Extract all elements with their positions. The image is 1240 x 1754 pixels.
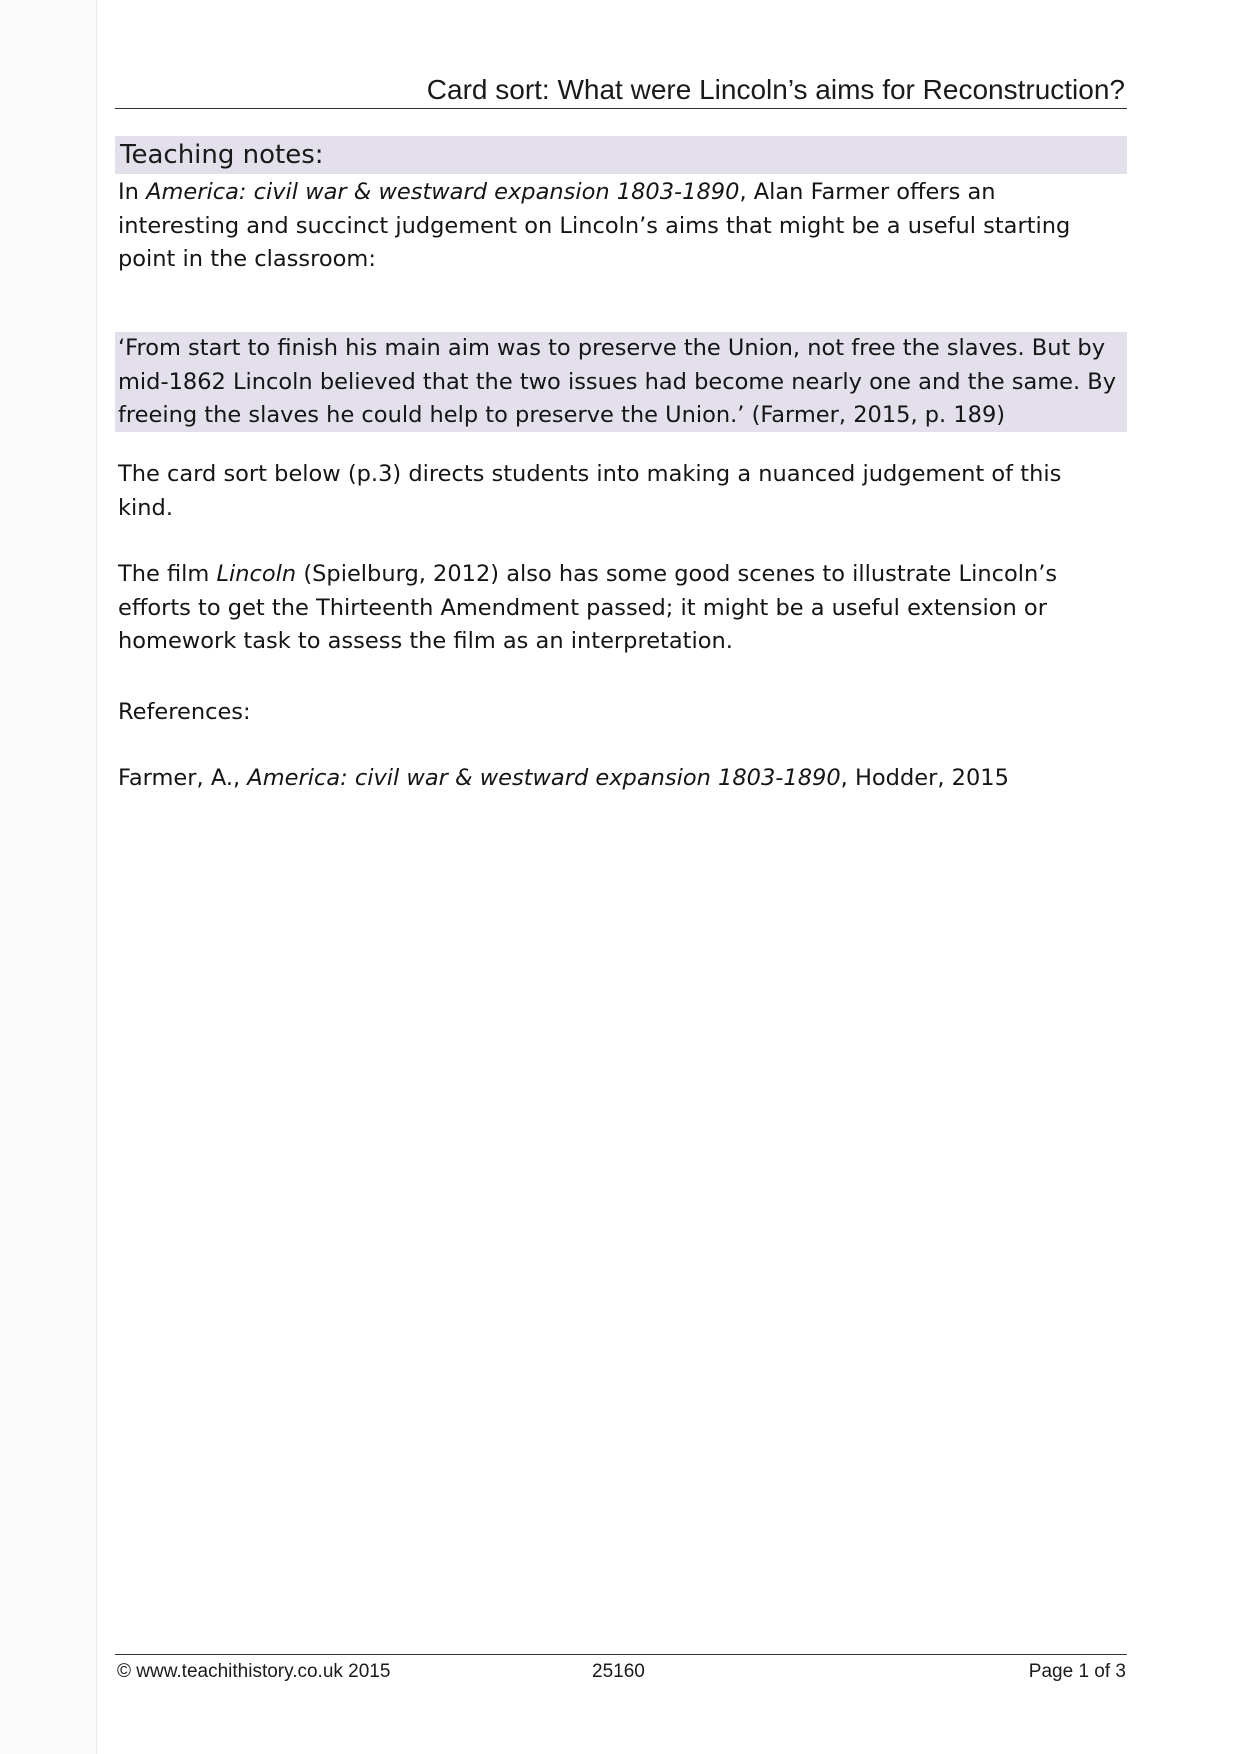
quote-text: ‘From start to finish his main aim was to preserve the Union, not free the slaves. But by mid-1862 Lincoln believed that the two issues had become nearly one and the same. By freeing the slaves he could help to preserve the Union.’ (Farmer, 2015, p. 189) [118, 335, 1117, 428]
references-label: References: [118, 699, 251, 725]
footer-rule [115, 1654, 1127, 1655]
quote-box [115, 332, 1127, 432]
intro-paragraph [118, 176, 1123, 277]
footer-page-number: Page 1 of 3 [1028, 1661, 1126, 1682]
film-title: Lincoln [216, 561, 297, 587]
page-title: Card sort: What were Lincoln’s aims for Reconstruction? [426, 74, 1125, 105]
book-title: America: civil war & westward expansion 1803-1890 [146, 179, 740, 205]
footer-copyright: © www.teachithistory.co.uk 2015 [117, 1661, 391, 1682]
page-margin [0, 0, 97, 1754]
film-pre: The film [118, 561, 217, 587]
card-sort-paragraph: The card sort below (p.3) directs students into making a nuanced judgement of this kind. [118, 461, 1062, 521]
reference-entry [118, 762, 1123, 796]
film-post: (Spielburg, 2012) also has some good scenes to illustrate Lincoln’s efforts to get the Thirteenth Amendment passed; it might be a useful extension or homework task to assess the film as an interpretation. [118, 561, 1058, 654]
page-header [115, 74, 1127, 109]
reference-title: America: civil war & westward expansion 1803-1890 [247, 765, 841, 791]
footer-code: 25160 [592, 1661, 645, 1682]
reference-pre: Farmer, A., [118, 765, 248, 791]
section-heading-bar [115, 136, 1127, 174]
intro-pre: In [118, 179, 147, 205]
section-heading: Teaching notes: [120, 140, 324, 170]
reference-post: , Hodder, 2015 [840, 765, 1009, 791]
intro-post: , Alan Farmer offers an interesting and succinct judgement on Lincoln’s aims that might be a useful starting point in the classroom: [118, 179, 1071, 272]
film-paragraph [118, 558, 1123, 659]
